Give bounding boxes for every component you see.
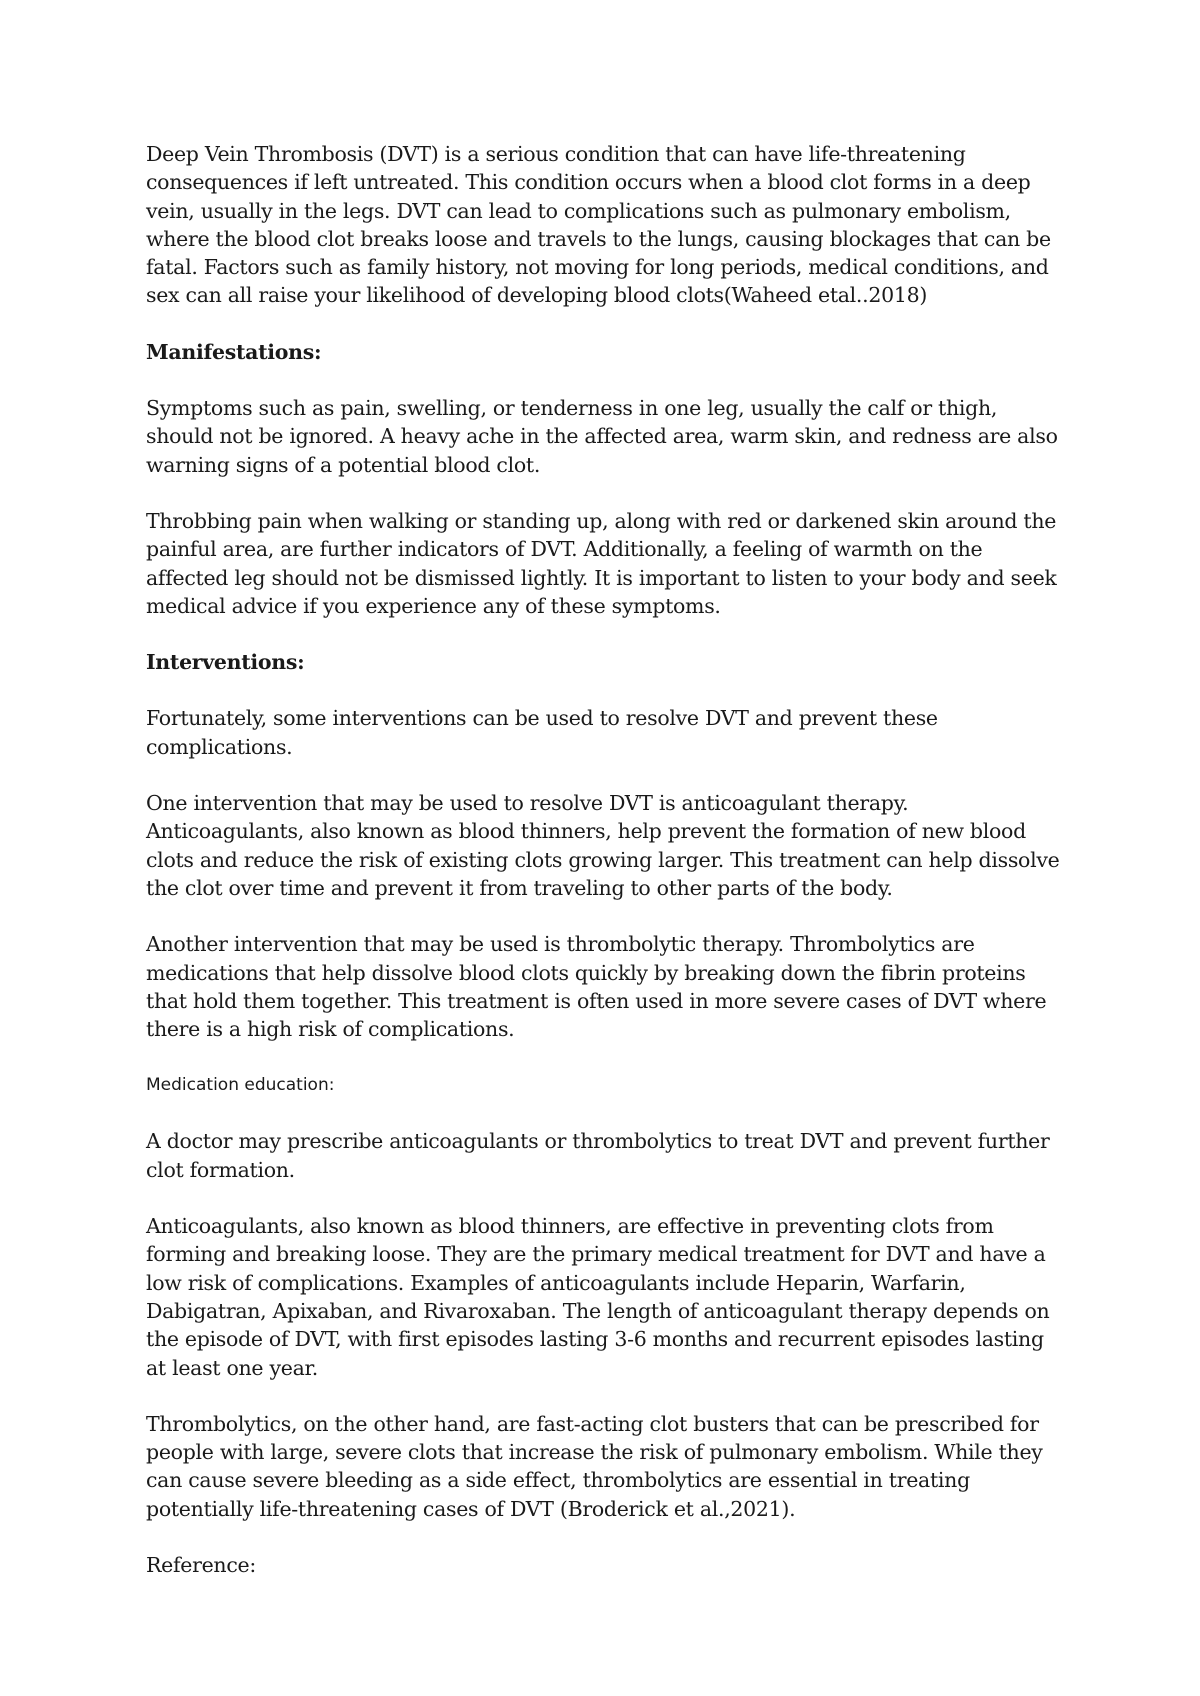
manifestations-paragraph-2: Throbbing pain when walking or standing up, along with red or darkened skin around the painful area, are further indicators of DVT. Additionally, a feeling of warmth on the affected leg should not be dismissed lightly. It is important to listen to your body and seek medical advice if you experience any of these symptoms. xyxy=(146,508,1057,618)
document-body xyxy=(146,140,1066,1607)
manifestations-heading: Manifestations: xyxy=(146,339,322,364)
reference-label: Reference: xyxy=(146,1552,256,1577)
interventions-paragraph-1: Fortunately, some interventions can be used to resolve DVT and prevent these complications. xyxy=(146,706,938,759)
interventions-heading: Interventions: xyxy=(146,650,305,675)
intro-paragraph: Deep Vein Thrombosis (DVT) is a serious condition that can have life-threatening consequences if left untreated. This condition occurs when a blood clot forms in a deep vein, usually in the legs. DVT can lead to complications such as pulmonary embolism, where the blood clot breaks loose and travels to the lungs, causing blockages that can be fatal. Factors such as family history, not moving for long periods, medical conditions, and sex can all raise your likelihood of developing blood clots(Waheed etal..2018) xyxy=(146,142,1051,308)
medication-paragraph-2: Anticoagulants, also known as blood thinners, are effective in preventing clots from forming and breaking loose. They are the primary medical treatment for DVT and have a low risk of complications. Examples of anticoagulants include Heparin, Warfarin, Dabigatran, Apixaban, and Rivaroxaban. The length of anticoagulant therapy depends on the episode of DVT, with first episodes lasting 3-6 months and recurrent episodes lasting at least one year. xyxy=(146,1214,1050,1380)
interventions-paragraph-2: One intervention that may be used to resolve DVT is anticoagulant therapy. Anticoagulants, also known as blood thinners, help prevent the formation of new blood clots and reduce the risk of existing clots growing larger. This treatment can help dissolve the clot over time and prevent it from traveling to other parts of the body. xyxy=(146,791,1060,900)
medication-paragraph-1: A doctor may prescribe anticoagulants or thrombolytics to treat DVT and prevent further clot formation. xyxy=(146,1129,1050,1182)
manifestations-paragraph-1: Symptoms such as pain, swelling, or tenderness in one leg, usually the calf or thigh, should not be ignored. A heavy ache in the affected area, warm skin, and redness are also warning signs of a potential blood clot. xyxy=(146,396,1058,477)
medication-paragraph-3: Thrombolytics, on the other hand, are fast-acting clot busters that can be prescribed for people with large, severe clots that increase the risk of pulmonary embolism. While they can cause severe bleeding as a side effect, thrombolytics are essential in treating potentially life-threatening cases of DVT (Broderick et al.,2021). xyxy=(146,1411,1043,1521)
interventions-paragraph-3: Another intervention that may be used is thrombolytic therapy. Thrombolytics are medications that help dissolve blood clots quickly by breaking down the fibrin proteins that hold them together. This treatment is often used in more severe cases of DVT where there is a high risk of complications. xyxy=(146,932,1047,1042)
medication-education-heading: Medication education: xyxy=(146,1075,335,1096)
